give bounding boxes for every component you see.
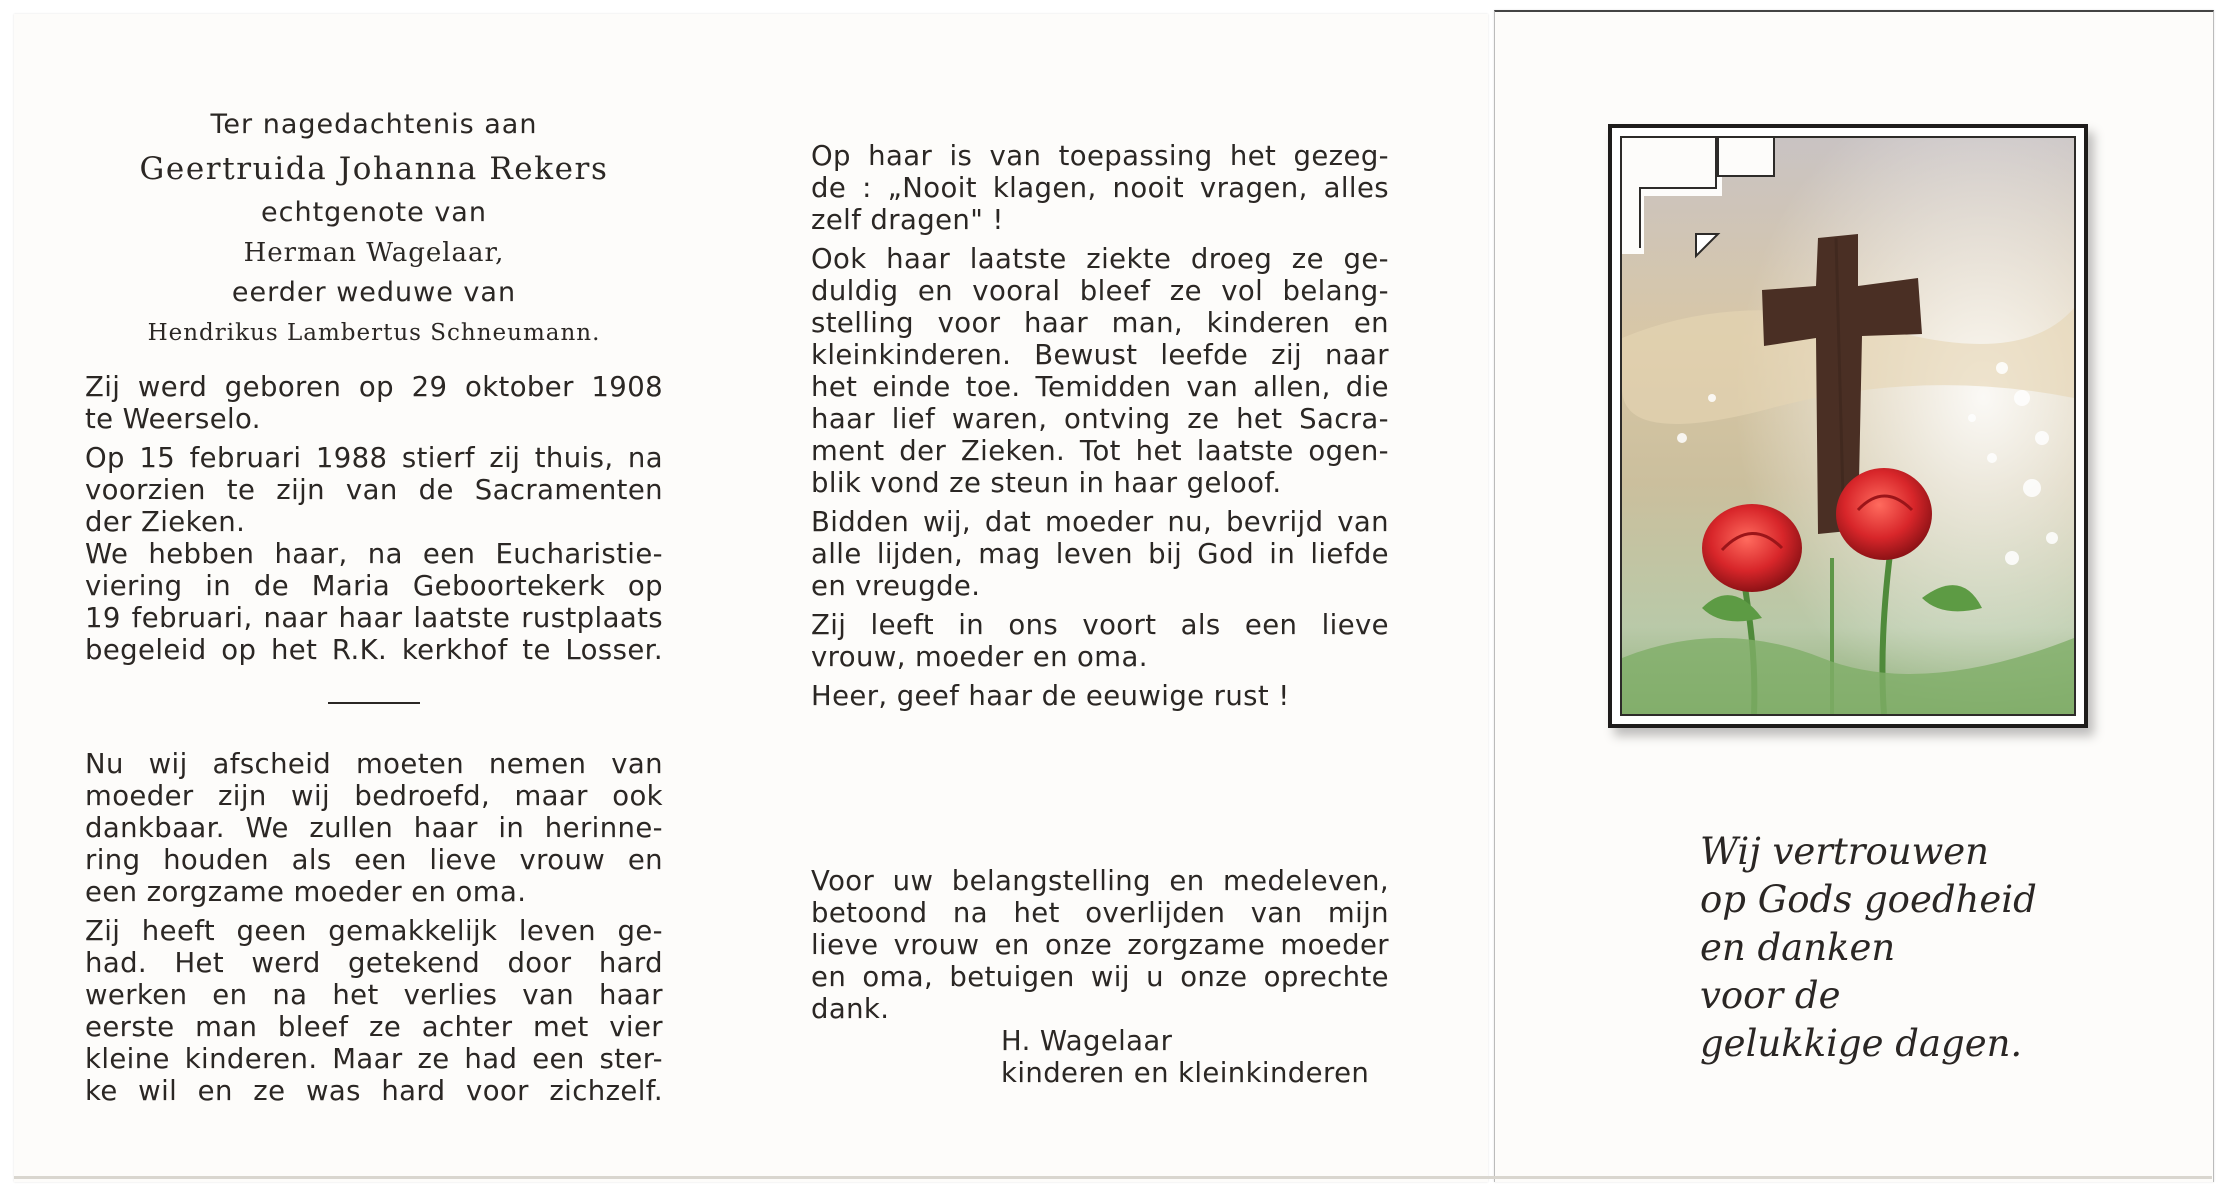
text-line: vrouw, moeder en oma. — [811, 641, 1148, 673]
text-line: een zorgzame moeder en oma. — [85, 876, 527, 908]
text-line: blik vond ze steun in haar geloof. — [811, 467, 1282, 499]
text-line: voorzien te zijn van de Sacramenten — [85, 474, 663, 506]
text-line: en oma, betuigen wij u onze oprechte — [811, 961, 1389, 993]
text-line: zelf dragen" ! — [811, 204, 1004, 236]
text-line: 19 februari, naar haar laatste rustplaats — [85, 602, 663, 634]
text-line: der Zieken. — [85, 506, 246, 538]
death-paragraph — [85, 442, 663, 666]
cross-roses-photo — [1608, 124, 2088, 728]
illness-paragraph — [811, 243, 1389, 499]
text-line: Nu wij afscheid moeten nemen van — [85, 748, 663, 780]
text-line: duldig en vooral bleef ze vol belang- — [811, 275, 1389, 307]
spouse-label: echtgenote van — [261, 197, 487, 228]
text-line: stelling voor haar man, kinderen en — [811, 307, 1389, 339]
divider-rule — [328, 702, 420, 704]
farewell-paragraph — [85, 748, 663, 908]
text-line: Bidden wij, dat moeder nu, bevrijd van — [811, 506, 1389, 538]
prior-spouse-name: Hendrikus Lambertus Schneumann. — [147, 320, 601, 346]
text-line: had. Het werd getekend door hard — [85, 947, 663, 979]
text-line: ring houden als een lieve vrouw en — [85, 844, 663, 876]
text-line: Voor uw belangstelling en medeleven, — [811, 865, 1389, 897]
text-line: Zij leeft in ons voort als een lieve — [811, 609, 1389, 641]
remembrance-paragraph — [811, 609, 1389, 673]
memorial-heading — [85, 105, 663, 353]
text-line: alle lijden, mag leven bij God in liefde — [811, 538, 1389, 570]
signature-family: kinderen en kleinkinderen — [1001, 1057, 1370, 1089]
spouse-name: Herman Wagelaar, — [243, 238, 505, 268]
memorial-verse — [1700, 828, 2160, 1068]
prior-spouse-label: eerder weduwe van — [231, 277, 517, 308]
text-line: Op haar is van toepassing het gezeg- — [811, 140, 1389, 172]
photo-image — [1622, 138, 2074, 714]
text-line: dank. — [811, 993, 890, 1025]
prayer-paragraph — [811, 506, 1389, 602]
text-line: We hebben haar, na een Eucharistie- — [85, 538, 663, 570]
heading-intro: Ter nagedachtenis aan — [210, 109, 538, 140]
left-text-column — [85, 105, 663, 1114]
text-line: haar lief waren, ontving ze het Sacra- — [811, 403, 1389, 435]
photo-inner-frame — [1620, 136, 2076, 716]
text-line: ke wil en ze was hard voor zichzelf. — [85, 1075, 663, 1107]
text-line: Zij werd geboren op 29 oktober 1908 — [85, 371, 663, 403]
rest-prayer-paragraph — [811, 680, 1389, 712]
verse-line: en danken — [1700, 926, 1896, 969]
thanks-paragraph — [811, 865, 1389, 1025]
text-line: betoond na het overlijden van mijn — [811, 897, 1389, 929]
verse-line: Wij vertrouwen — [1700, 830, 1989, 873]
text-line: dankbaar. We zullen haar in herinne- — [85, 812, 663, 844]
card-bottom-edge — [14, 1176, 2212, 1179]
text-line: viering in de Maria Geboortekerk op — [85, 570, 663, 602]
text-line: kleine kinderen. Maar ze had een ster- — [85, 1043, 663, 1075]
verse-line: gelukkige dagen. — [1700, 1022, 2023, 1065]
text-line: lieve vrouw en onze zorgzame moeder — [811, 929, 1389, 961]
signature-block — [1001, 1025, 1389, 1089]
text-line: en vreugde. — [811, 570, 981, 602]
deceased-name: Geertruida Johanna Rekers — [139, 151, 609, 187]
text-line: het einde toe. Temidden van allen, die — [811, 371, 1389, 403]
saying-paragraph — [811, 140, 1389, 236]
text-line: eerste man bleef ze achter met vier — [85, 1011, 663, 1043]
text-line: Op 15 februari 1988 stierf zij thuis, na — [85, 442, 663, 474]
text-line: Ook haar laatste ziekte droeg ze ge- — [811, 243, 1389, 275]
text-line: moeder zijn wij bedroefd, maar ook — [85, 780, 663, 812]
verse-line: voor de — [1700, 974, 1841, 1017]
text-line: de : „Nooit klagen, nooit vragen, alles — [811, 172, 1389, 204]
text-line: begeleid op het R.K. kerkhof te Losser. — [85, 634, 663, 666]
text-line: kleinkinderen. Bewust leefde zij naar — [811, 339, 1389, 371]
text-line: te Weerselo. — [85, 403, 261, 435]
middle-text-column — [811, 140, 1389, 1089]
birth-paragraph — [85, 371, 663, 435]
life-paragraph — [85, 915, 663, 1107]
signature-name: H. Wagelaar — [1001, 1025, 1173, 1057]
verse-line: op Gods goedheid — [1700, 878, 2037, 921]
text-line: ment der Zieken. Tot het laatste ogen- — [811, 435, 1389, 467]
text-line: Heer, geef haar de eeuwige rust ! — [811, 680, 1290, 712]
text-line: Zij heeft geen gemakkelijk leven ge- — [85, 915, 663, 947]
text-line: werken en na het verlies van haar — [85, 979, 663, 1011]
